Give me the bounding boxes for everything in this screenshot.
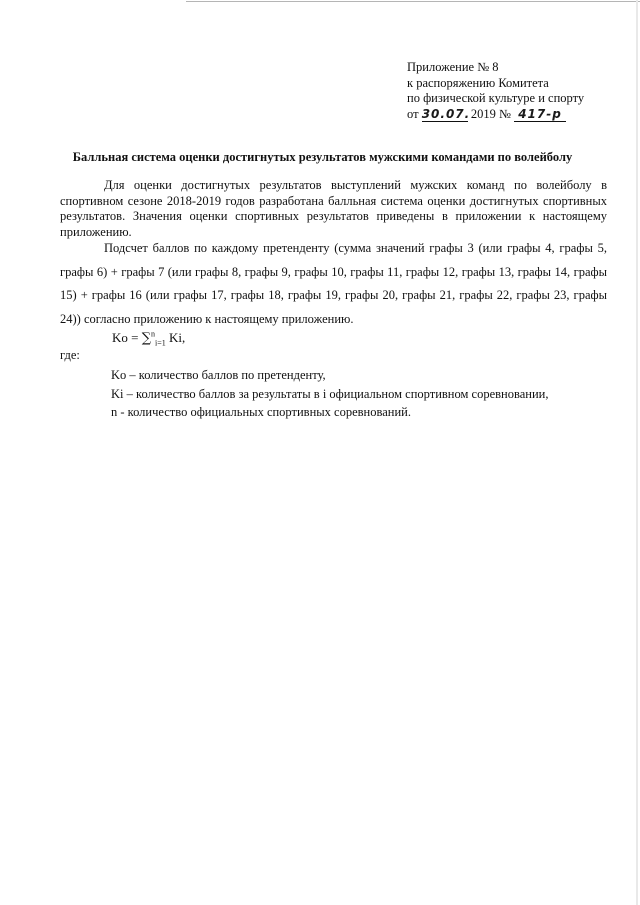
- where-label: где:: [60, 348, 80, 362]
- definition-ko: Ko – количество баллов по претенденту,: [111, 368, 326, 382]
- formula-sum-symbol: ∑: [141, 331, 152, 346]
- definition-n: n - количество официальных спортивных соревнований.: [111, 405, 411, 419]
- year-text: 2019 №: [470, 106, 511, 121]
- formula-upper-limit: n: [151, 329, 156, 339]
- handwritten-date: 30.07.: [421, 106, 471, 121]
- document-title: Балльная система оценки достигнутых результатов мужскими командами по волейболу: [72, 150, 573, 164]
- formula-rhs: Ki,: [165, 330, 186, 345]
- scan-top-rule: [186, 1, 640, 2]
- handwritten-number: 417-p: [514, 108, 566, 122]
- definition-ki: Ki – количество баллов за результаты в i официальном спортивном соревновании,: [111, 386, 549, 401]
- date-prefix: от: [407, 106, 419, 121]
- appendix-date-line: [407, 107, 617, 123]
- appendix-line-3: по физической культуре и спорту: [407, 91, 585, 105]
- formula-lhs: Ko =: [112, 330, 142, 345]
- appendix-line-2: к распоряжению Комитета: [407, 75, 549, 90]
- paragraph-1: Для оценки достигнутых результатов выступлений мужских команд по волейболу в спортивном сезоне 2018-2019 годов разработана балльная система оценки достигнутых спортивных результатов. Значения оценки спортивных результатов приведены в приложении к настоящему приложению.: [60, 178, 607, 239]
- appendix-line-1: Приложение № 8: [407, 60, 499, 74]
- appendix-header: [407, 60, 617, 122]
- score-formula: [112, 329, 185, 347]
- definitions-list: [111, 366, 548, 422]
- formula-lower-limit: i=1: [155, 338, 166, 348]
- scan-right-edge: [636, 0, 638, 905]
- paragraph-2: Подсчет баллов по каждому претенденту (сумма значений графы 3 (или графы 4, графы 5, графы 6) + графы 7 (или графы 8, графы 9, графы 10, графы 11, графы 12, графы 13, графы 14, графы 15) + графы 16 (или графы 17, графы 18, графы 19, графы 20, графы 21, графы 22, графы 23, графы 24)) согласно приложению к настоящему приложению.: [60, 241, 607, 326]
